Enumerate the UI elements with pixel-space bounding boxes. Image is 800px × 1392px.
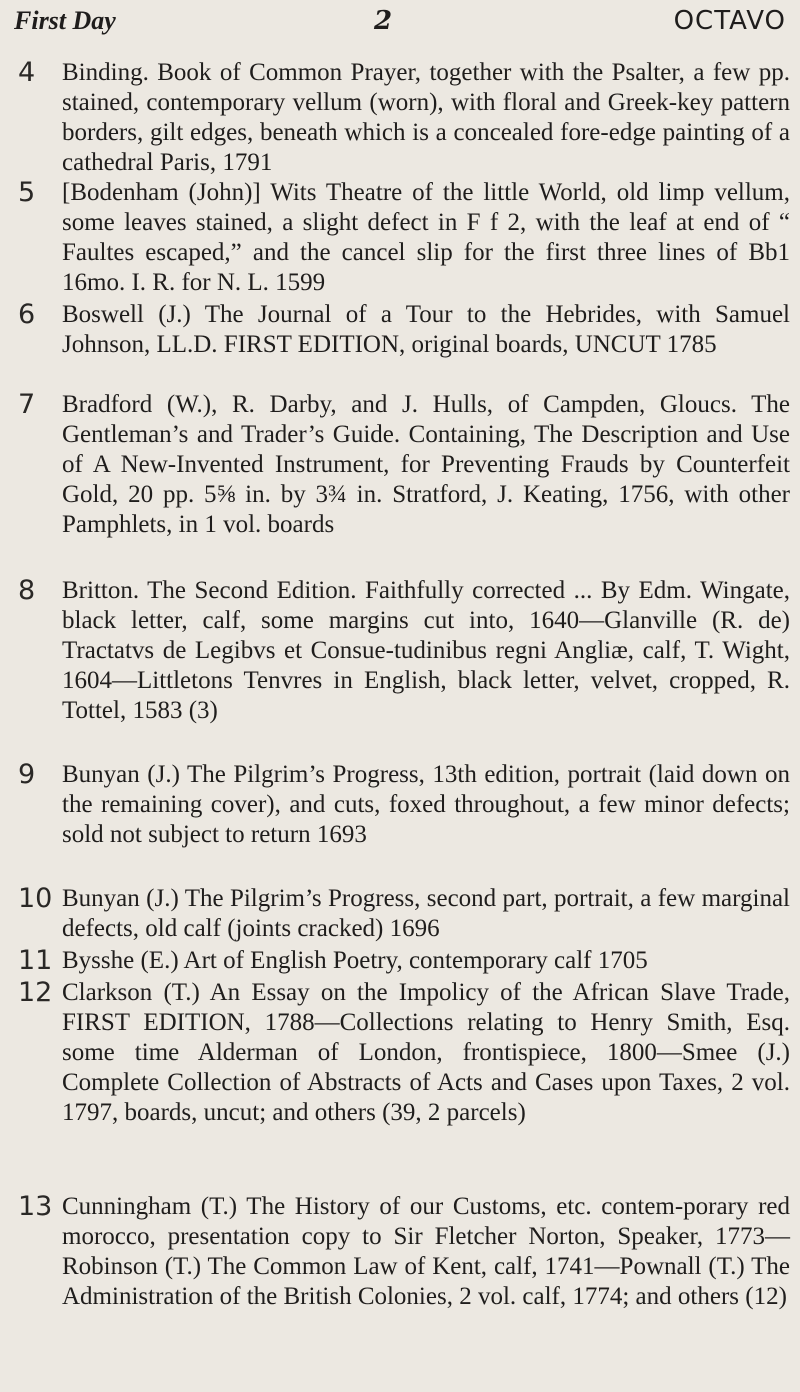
lot-description: Binding. Book of Common Prayer, together with the Psalter, a few pp. stained, contemporary vellum (worn), with floral and Greek-key pattern borders, gilt edges, beneath which is a concealed fore-edge painting of a cathedral Paris, 1791 bbox=[62, 59, 790, 176]
lot-number: 10 bbox=[18, 883, 53, 914]
lot-number: 12 bbox=[18, 977, 53, 1008]
lot-description: Boswell (J.) The Journal of a Tour to the Hebrides, with Samuel Johnson, LL.D. FIRST EDITION, original boards, UNCUT 1785 bbox=[62, 301, 790, 358]
lot-description: Britton. The Second Edition. Faithfully corrected ... By Edm. Wingate, black letter, calf, some margins cut into, 1640—Glanville (R. de) Tractatvs de Legibvs et Consue-tudinibus regni Angliæ, calf, T. Wight, 1604—Littletons Tenvres in English, black letter, velvet, cropped, R. Tottel, 1583 (3) bbox=[62, 577, 790, 724]
lot-description: Bunyan (J.) The Pilgrim’s Progress, second part, portrait, a few marginal defects, old calf (joints cracked) 1696 bbox=[62, 885, 790, 942]
header-day: First Day bbox=[14, 6, 116, 35]
lot-number: 8 bbox=[18, 575, 36, 606]
lot-description: Cunningham (T.) The History of our Customs, etc. contem-porary red morocco, presentation copy to Sir Fletcher Norton, Speaker, 1773—Robinson (T.) The Common Law of Kent, calf, 1741—Pownall (T.) The Administration of the British Colonies, 2 vol. calf, 1774; and others (12) bbox=[62, 1193, 790, 1310]
lot-description: [Bodenham (John)] Wits Theatre of the little World, old limp vellum, some leaves stained, a slight defect in F f 2, with the leaf at end of “ Faultes escaped,” and the cancel slip for the first three lines of Bb1 16mo. I. R. for N. L. 1599 bbox=[62, 179, 790, 296]
lot-description: Bunyan (J.) The Pilgrim’s Progress, 13th edition, portrait (laid down on the remaining cover), and cuts, foxed throughout, a few minor defects; sold not subject to return 1693 bbox=[62, 761, 790, 848]
lot-description: Clarkson (T.) An Essay on the Impolicy of the African Slave Trade, FIRST EDITION, 1788—Collections relating to Henry Smith, Esq. some time Alderman of London, frontispiece, 1800—Smee (J.) Complete Collection of Abstracts of Acts and Cases upon Taxes, 2 vol. 1797, boards, uncut; and others (39, 2 parcels) bbox=[62, 979, 790, 1126]
lot-number: 13 bbox=[18, 1191, 53, 1222]
page-number: 2 bbox=[374, 6, 393, 36]
lot-number: 7 bbox=[18, 389, 36, 420]
lot-number: 9 bbox=[18, 759, 36, 790]
lot-description: Bysshe (E.) Art of English Poetry, contemporary calf 1705 bbox=[62, 947, 648, 974]
lot-description: Bradford (W.), R. Darby, and J. Hulls, of Campden, Gloucs. The Gentleman’s and Trader’s Guide. Containing, The Description and Use of A New-Invented Instrument, for Preventing Frauds by Counterfeit Gold, 20 pp. 5⅝ in. by 3¾ in. Stratford, J. Keating, 1756, with other Pamphlets, in 1 vol. boards bbox=[62, 391, 790, 538]
running-header bbox=[14, 6, 786, 46]
lot-number: 6 bbox=[18, 299, 36, 330]
lot-number: 4 bbox=[18, 57, 36, 88]
lot-number: 5 bbox=[18, 177, 36, 208]
lot-number: 11 bbox=[18, 945, 53, 976]
header-format: OCTAVO bbox=[673, 6, 786, 36]
